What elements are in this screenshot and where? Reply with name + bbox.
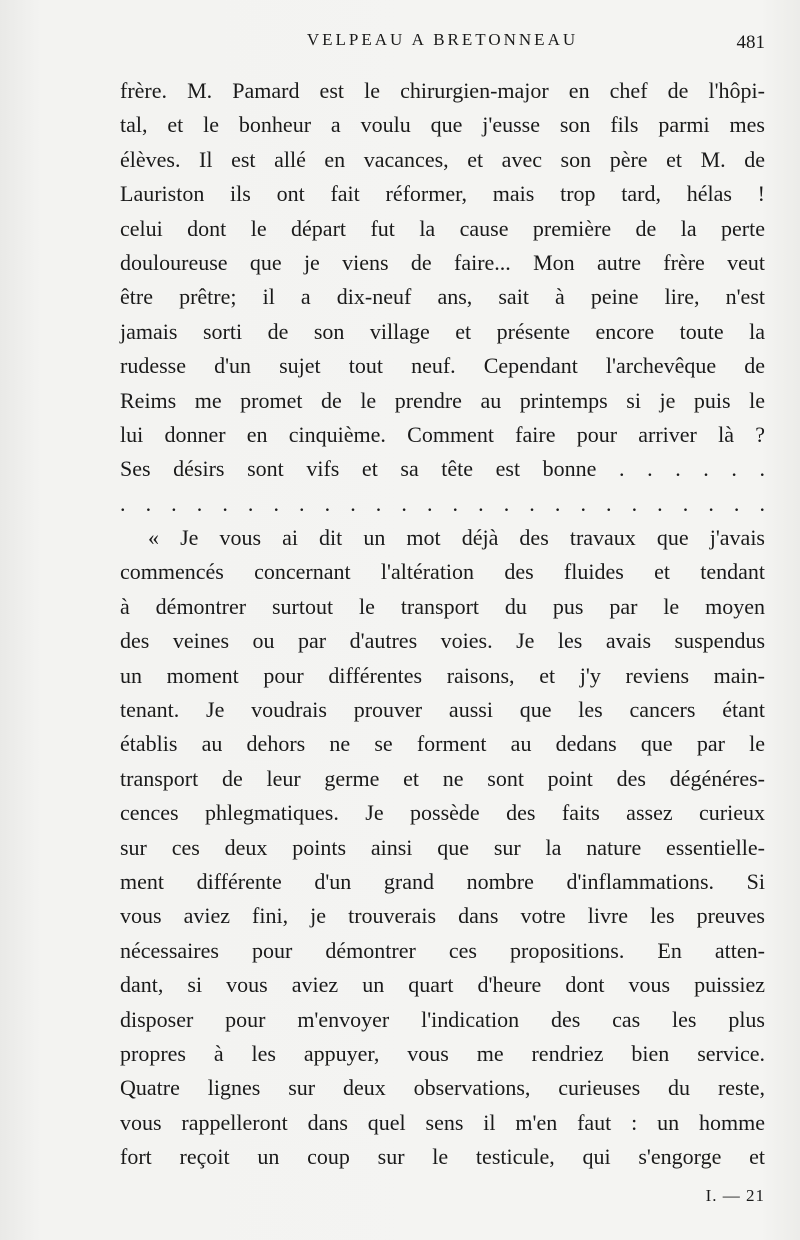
text-line: frère. M. Pamard est le chirurgien-major en chef de l'hôpi- <box>120 78 765 103</box>
page-number: 481 <box>736 32 765 53</box>
running-title: VELPEAU A BRETONNEAU <box>306 30 579 49</box>
text-line: transport de leur germe et ne sont point des dégénéres- <box>120 765 765 791</box>
text-line: nécessaires pour démontrer ces propositions. En atten- <box>120 937 765 963</box>
ellipsis-line: . . . . . . . . . . . . . . . . . . . . . . . . . . <box>120 490 765 516</box>
text-line: cences phlegmatiques. Je possède des faits assez curieux <box>120 800 765 826</box>
text-line: un moment pour différentes raisons, et j'y reviens main- <box>120 662 765 688</box>
text-line: Quatre lignes sur deux observations, curieuses du reste, <box>120 1075 765 1101</box>
paragraph-start-line: « Je vous ai dit un mot déjà des travaux que j'avais <box>148 525 765 551</box>
text-line: commencés concernant l'altération des fluides et tendant <box>120 559 765 585</box>
signature-mark: I. — 21 <box>705 1186 765 1205</box>
text-line: des veines ou par d'autres voies. Je les avais suspendus <box>120 628 765 654</box>
text-line: établis au dehors ne se forment au dedans que par le <box>120 731 765 757</box>
text-line: vous rappelleront dans quel sens il m'en faut : un homme <box>120 1109 765 1135</box>
text-line: lui donner en cinquième. Comment faire pour arriver là ? <box>120 421 765 447</box>
text-line: Ses désirs sont vifs et sa tête est bonne . . . . . . <box>120 456 765 482</box>
text-line: être prêtre; il a dix-neuf ans, sait à peine lire, n'est <box>120 284 765 310</box>
text-line: sur ces deux points ainsi que sur la nature essentielle- <box>120 834 765 860</box>
text-line: propres à les appuyer, vous me rendriez bien service. <box>120 1040 765 1066</box>
body-text <box>120 74 765 1175</box>
text-line: celui dont le départ fut la cause première de la perte <box>120 215 765 241</box>
text-line: disposer pour m'envoyer l'indication des cas les plus <box>120 1006 765 1032</box>
text-line: à démontrer surtout le transport du pus par le moyen <box>120 593 765 619</box>
text-line: jamais sorti de son village et présente encore toute la <box>120 318 765 344</box>
text-line: dant, si vous aviez un quart d'heure dont vous puissiez <box>120 972 765 998</box>
text-line: élèves. Il est allé en vacances, et avec son père et M. de <box>120 146 765 172</box>
text-line: fort reçoit un coup sur le testicule, qui s'engorge et <box>120 1144 765 1170</box>
text-line: Reims me promet de le prendre au printemps si je puis le <box>120 387 765 413</box>
text-line: douloureuse que je viens de faire... Mon autre frère veut <box>120 249 765 275</box>
text-line: tenant. Je voudrais prouver aussi que les cancers étant <box>120 697 765 723</box>
text-line: ment différente d'un grand nombre d'inflammations. Si <box>120 868 765 894</box>
text-line: Lauriston ils ont fait réformer, mais trop tard, hélas ! <box>120 181 765 207</box>
text-line: tal, et le bonheur a voulu que j'eusse son fils parmi mes <box>120 112 765 138</box>
text-line: rudesse d'un sujet tout neuf. Cependant l'archevêque de <box>120 353 765 379</box>
running-head <box>120 30 765 60</box>
text-line: vous aviez fini, je trouverais dans votre livre les preuves <box>120 903 765 929</box>
